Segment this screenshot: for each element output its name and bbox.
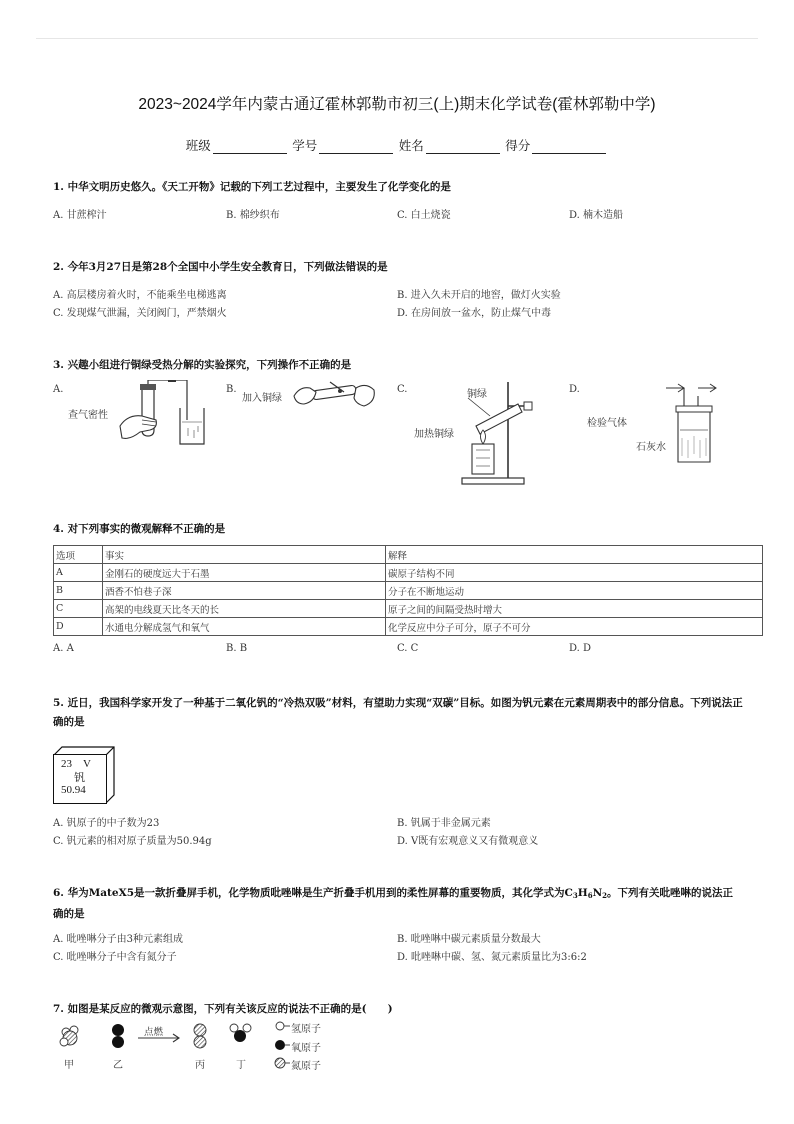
facts-table [53, 545, 763, 636]
q6-stem-text-end: 。下列有关吡唑啉的说法正确的是 [53, 887, 734, 920]
table-cell: 原子之间的间隔受热时增大 [386, 600, 763, 618]
element-number-symbol: 23 V [61, 758, 91, 770]
question-6-stem [53, 884, 743, 924]
product-bing: 丙 [195, 1060, 205, 1071]
number-blank[interactable] [319, 140, 393, 154]
q3-b-label: 加入铜绿 [242, 393, 282, 404]
table-row [54, 600, 763, 618]
element-mass: 50.94 [61, 784, 86, 796]
q3-a-label: 查气密性 [68, 410, 108, 421]
q1-option-d[interactable]: D. 楠木造船 [569, 210, 624, 221]
q1-option-b[interactable]: B. 棉纱织布 [226, 210, 280, 221]
reaction-condition: 点燃 [144, 1027, 164, 1038]
table-row [54, 564, 763, 582]
heating-malachite-figure [456, 380, 548, 488]
subscript: 2 [602, 891, 608, 900]
subscript: 6 [587, 891, 593, 900]
question-5-stem: 5. 近日，我国科学家开发了一种基于二氧化钒的“冷热双吸”材料，有望助力实现“双碳”目标。如图为钒元素在元素周期表中的部分信息。下列说法正确的是 [53, 697, 743, 728]
q1-option-a[interactable]: A. 甘蔗榨汁 [53, 210, 107, 221]
table-cell: 酒香不怕巷子深 [103, 582, 386, 600]
q5-option-a[interactable]: A. 钒原子的中子数为23 [53, 818, 160, 829]
table-cell: 碳原子结构不同 [386, 564, 763, 582]
legend-nitrogen: 氮原子 [291, 1061, 321, 1072]
score-blank[interactable] [532, 140, 606, 154]
q6-option-c[interactable]: C. 吡唑啉分子中含有氮分子 [53, 952, 177, 963]
legend-oxygen: 氧原子 [291, 1043, 321, 1054]
q1-option-c[interactable]: C. 白土烧瓷 [397, 210, 451, 221]
q5-option-b[interactable]: B. 钒属于非金属元素 [397, 818, 491, 829]
q3-d-label-limewater: 石灰水 [636, 442, 666, 453]
table-row [54, 582, 763, 600]
formula-part: H [577, 887, 588, 899]
table-cell: C [54, 600, 103, 618]
q3-option-d[interactable]: D. [569, 384, 580, 395]
q3-option-b[interactable]: B. [226, 384, 237, 395]
q6-stem-text: 6. 华为MateX5是一款折叠屏手机，化学物质吡唑啉是生产折叠手机用到的柔性屏幕的重要物质，其化学式为C [53, 887, 573, 899]
vanadium-element-card [53, 746, 115, 802]
airtightness-check-figure [112, 380, 218, 452]
table-cell: 金刚石的硬度远大于石墨 [103, 564, 386, 582]
table-cell: 水通电分解成氢气和氧气 [103, 618, 386, 636]
q4-option-c[interactable]: C. C [397, 643, 419, 654]
header-explanation: 解释 [386, 546, 763, 564]
element-name: 钒 [74, 771, 85, 784]
q2-option-b[interactable]: B. 进入久未开启的地窖，做灯火实验 [397, 290, 561, 301]
score-label: 得分 [505, 139, 531, 153]
header-divider [36, 38, 758, 39]
question-3-stem: 3. 兴趣小组进行铜绿受热分解的实验探究，下列操作不正确的是 [53, 359, 352, 371]
q5-option-c[interactable]: C. 钒元素的相对原子质量为50.94g [53, 836, 212, 847]
q3-option-a[interactable]: A. [53, 384, 64, 395]
table-cell: 分子在不断地运动 [386, 582, 763, 600]
header-fact: 事实 [103, 546, 386, 564]
table-header-row [54, 546, 763, 564]
q3-c-label-malachite: 铜绿 [467, 389, 487, 400]
class-blank[interactable] [213, 140, 287, 154]
add-malachite-figure [290, 378, 378, 416]
header-option: 选项 [54, 546, 103, 564]
q4-option-a[interactable]: A. A [53, 643, 74, 654]
q5-option-d[interactable]: D. V既有宏观意义又有微观意义 [397, 836, 539, 847]
name-label: 姓名 [398, 139, 424, 153]
table-row [54, 618, 763, 636]
table-cell: B [54, 582, 103, 600]
question-2-stem: 2. 今年3月27日是第28个全国中小学生安全教育日，下列做法错误的是 [53, 261, 388, 273]
q2-option-c[interactable]: C. 发现煤气泄漏，关闭阀门，严禁烟火 [53, 308, 227, 319]
gas-test-figure [664, 382, 724, 464]
reactant-jia: 甲 [64, 1060, 74, 1071]
table-cell: 高架的电线夏天比冬天的长 [103, 600, 386, 618]
class-label: 班级 [185, 139, 211, 153]
table-cell: 化学反应中分子可分，原子不可分 [386, 618, 763, 636]
question-1-stem: 1. 中华文明历史悠久。《天工开物》记载的下列工艺过程中，主要发生了化学变化的是 [53, 181, 451, 193]
product-ding: 丁 [236, 1060, 246, 1071]
formula-part: N [592, 887, 603, 899]
question-4-stem: 4. 对下列事实的微观解释不正确的是 [53, 523, 226, 535]
name-blank[interactable] [426, 140, 500, 154]
q6-option-d[interactable]: D. 吡唑啉中碳、氢、氮元素质量比为3:6:2 [397, 952, 587, 963]
q6-option-b[interactable]: B. 吡唑啉中碳元素质量分数最大 [397, 934, 541, 945]
q3-c-label-heating: 加热铜绿 [414, 429, 454, 440]
q4-option-b[interactable]: B. B [226, 643, 248, 654]
page-title: 2023~2024学年内蒙古通辽霍林郭勒市初三(上)期末化学试卷(霍林郭勒中学) [138, 96, 656, 113]
table-cell: D [54, 618, 103, 636]
student-info-line [0, 136, 794, 154]
q3-d-label-test: 检验气体 [587, 418, 627, 429]
reactant-yi: 乙 [113, 1060, 123, 1071]
table-cell: A [54, 564, 103, 582]
q4-option-d[interactable]: D. D [569, 643, 592, 654]
q2-option-a[interactable]: A. 高层楼房着火时，不能乘坐电梯逃离 [53, 290, 227, 301]
subscript: 3 [572, 891, 578, 900]
number-label: 学号 [292, 139, 318, 153]
q2-option-d[interactable]: D. 在房间放一盆水，防止煤气中毒 [397, 308, 552, 319]
question-7-stem: 7. 如图是某反应的微观示意图，下列有关该反应的说法不正确的是( ) [53, 1003, 393, 1015]
legend-hydrogen: 氢原子 [291, 1024, 321, 1035]
q3-option-c[interactable]: C. [397, 384, 408, 395]
q6-option-a[interactable]: A. 吡唑啉分子由3种元素组成 [53, 934, 183, 945]
